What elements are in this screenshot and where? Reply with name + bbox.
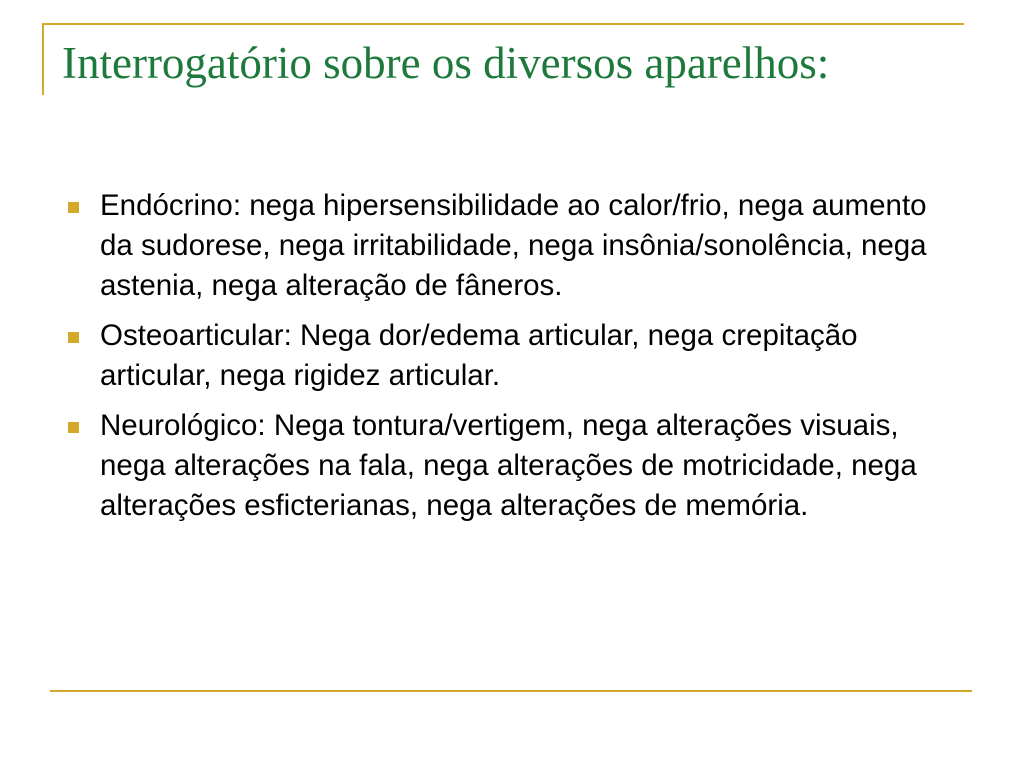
square-bullet-icon: [68, 422, 79, 433]
bullet-item-osteoarticular: [64, 316, 944, 396]
bottom-border-line: [50, 690, 972, 692]
top-border-line: [42, 23, 964, 25]
bullet-list: [64, 186, 944, 536]
bullet-item-neurologico: [64, 406, 944, 526]
left-border-line: [42, 23, 44, 95]
bullet-text: Neurológico: Nega tontura/vertigem, nega alterações visuais, nega alterações na fala, nega alterações de motricidade, nega alterações esficterianas, nega alterações de memória.: [100, 409, 917, 522]
bullet-text: Endócrino: nega hipersensibilidade ao calor/frio, nega aumento da sudorese, nega irritabilidade, nega insônia/sonolência, nega astenia, nega alteração de fâneros.: [100, 189, 927, 302]
square-bullet-icon: [68, 332, 79, 343]
slide-title: Interrogatório sobre os diversos aparelhos:: [62, 38, 830, 88]
bullet-item-endocrino: [64, 186, 944, 306]
square-bullet-icon: [68, 202, 79, 213]
bullet-text: Osteoarticular: Nega dor/edema articular, nega crepitação articular, nega rigidez articular.: [100, 319, 858, 392]
